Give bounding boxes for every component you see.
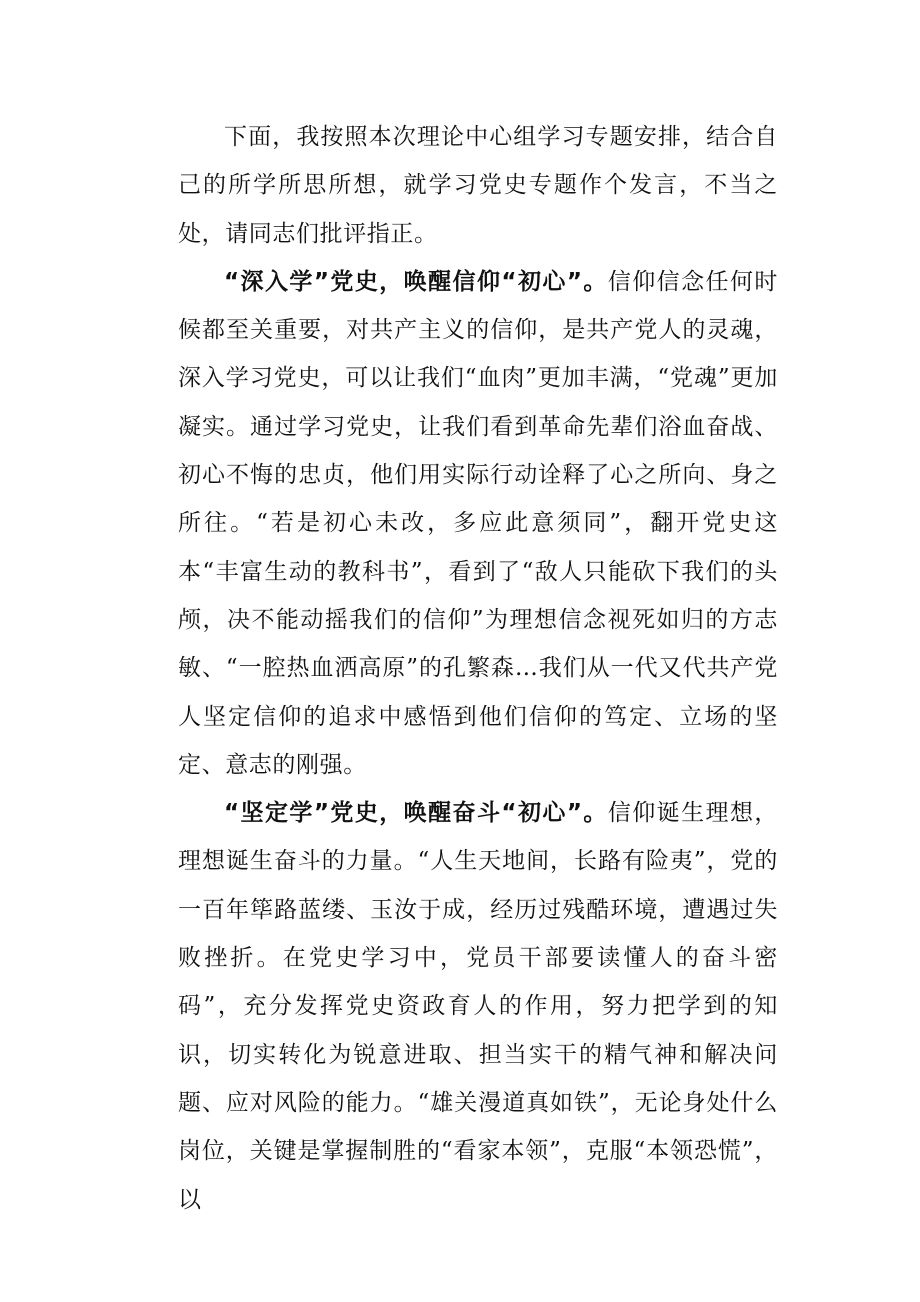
intro-paragraph <box>178 113 778 258</box>
paragraph-deep-study <box>178 258 778 789</box>
paragraph-deep-study-text: 信仰信念任何时候都至关重要，对共产主义的信仰，是共产党人的灵魂，深入学习党史，可以让我们“血肉”更加丰满，“党魂”更加凝实。通过学习党史，让我们看到革命先辈们浴血奋战、初心不悔的忠贞，他们用实际行动诠释了心之所向、身之所往。“若是初心未改，多应此意须同”，翻开党史这本“丰富生动的教科书”，看到了“敌人只能砍下我们的头颅，决不能动摇我们的信仰”为理想信念视死如归的方志敏、“一腔热血洒高原”的孔繁森…我们从一代又代共产党人坚定信仰的追求中感悟到他们信仰的笃定、立场的坚定、意志的刚强。 <box>178 268 779 778</box>
document-body <box>178 113 778 1224</box>
paragraph-deep-study-heading: “深入学”党史，唤醒信仰“初心”。 <box>224 268 608 295</box>
paragraph-firm-study <box>178 789 778 1224</box>
paragraph-firm-study-text: 信仰诞生理想，理想诞生奋斗的力量。“人生天地间，长路有险夷”，党的一百年筚路蓝缕、玉汝于成，经历过残酷环境，遭遇过失败挫折。在党史学习中，党员干部要读懂人的奋斗密码”，充分发挥党史资政育人的作用，努力把学到的知识，切实转化为锐意进取、担当实干的精气神和解决问题、应对风险的能力。“雄关漫道真如铁”，无论身处什么岗位，关键是掌握制胜的“看家本领”，克服“本领恐慌”，以 <box>178 800 779 1213</box>
intro-paragraph-text: 下面，我按照本次理论中心组学习专题安排，结合自己的所学所思所想，就学习党史专题作个发言，不当之处，请同志们批评指正。 <box>178 124 778 247</box>
paragraph-firm-study-heading: “坚定学”党史，唤醒奋斗“初心”。 <box>224 800 608 827</box>
